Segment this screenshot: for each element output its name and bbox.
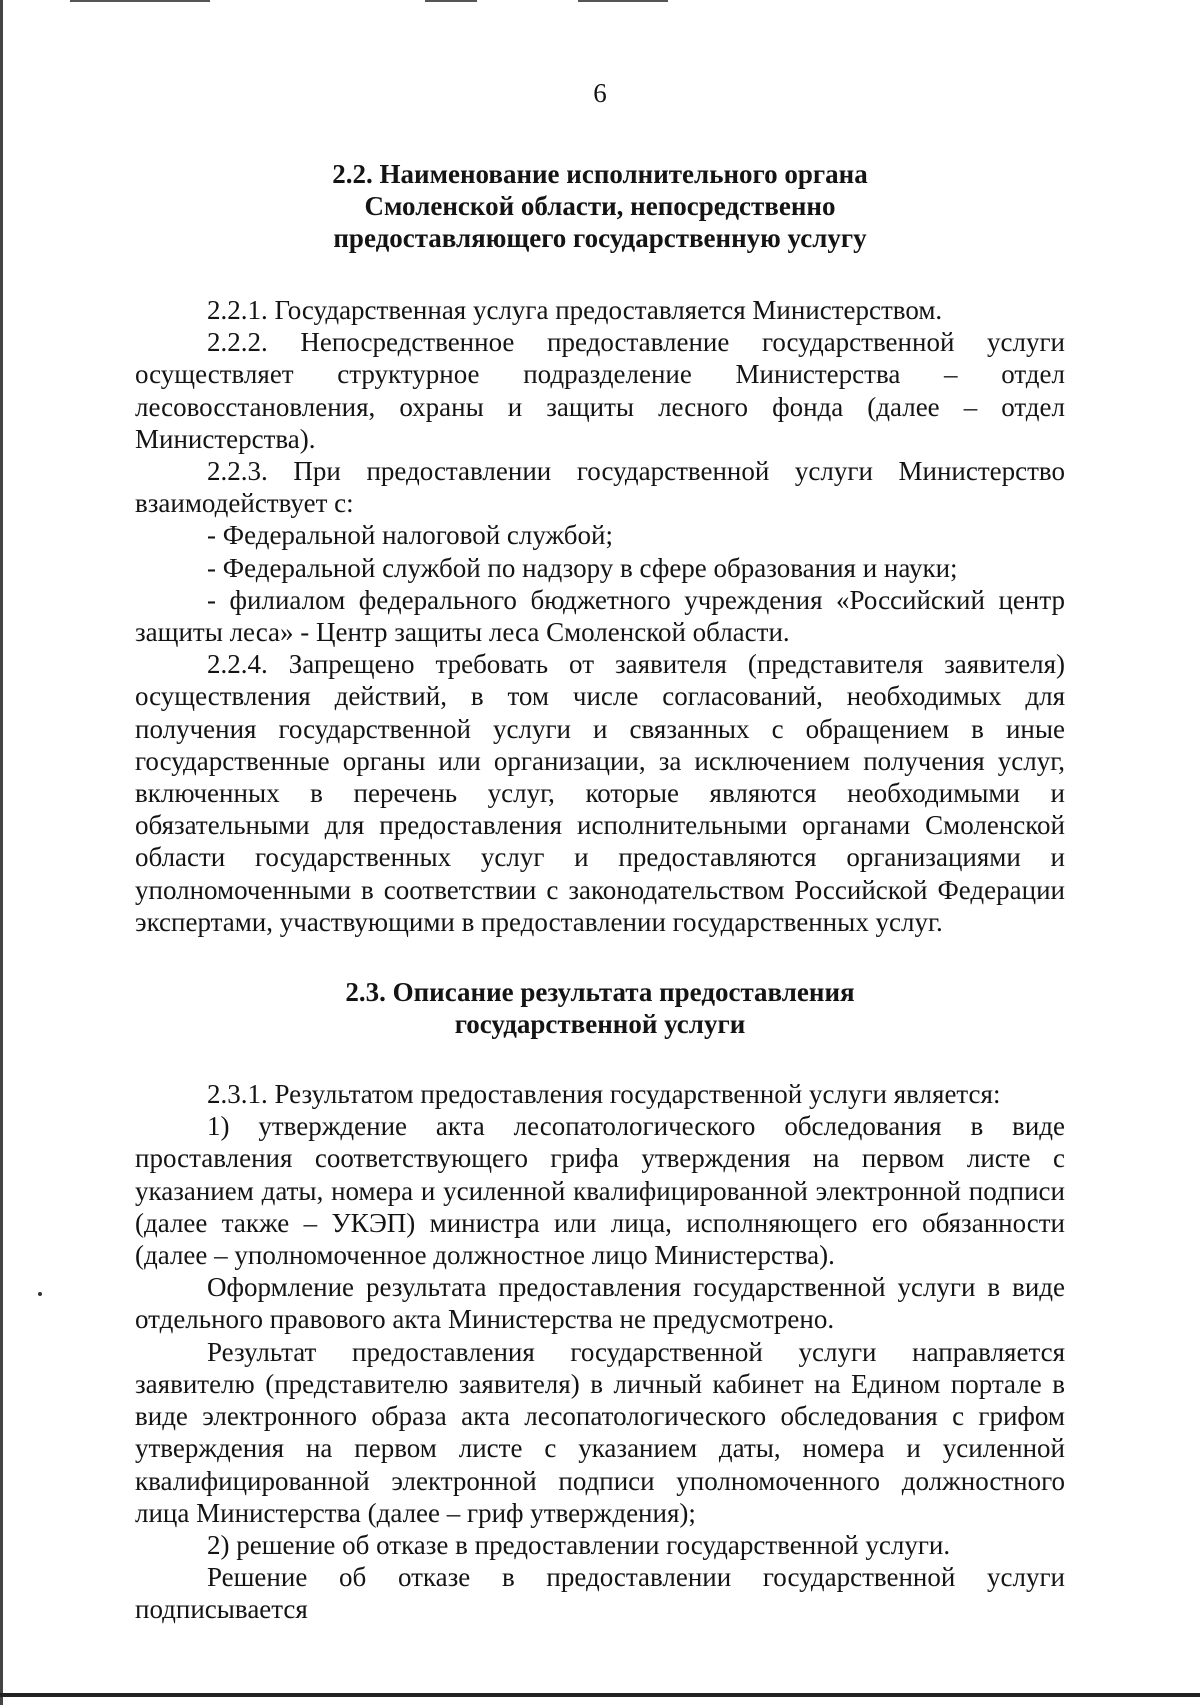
- list-item: - Федеральной налоговой службой;: [207, 520, 613, 551]
- section-2-3-heading: [135, 976, 1065, 1040]
- heading-line: предоставляющего государственную услугу: [333, 223, 867, 253]
- paragraph-2-2-1: 2.2.1. Государственная услуга предоставляется Министерством.: [207, 295, 943, 325]
- scan-bottom-edge: [0, 1693, 1200, 1697]
- heading-line: Смоленской области, непосредственно: [364, 191, 836, 221]
- scan-artifact-line: [425, 0, 477, 2]
- scan-speck: [38, 1292, 42, 1296]
- list-item: - Федеральной службой по надзору в сфере образования и науки;: [207, 552, 958, 583]
- section-2-2-heading: [135, 158, 1065, 254]
- heading-line: государственной услуги: [454, 1009, 746, 1040]
- list-item: - филиалом федерального бюджетного учреждения «Российский центр защиты леса» - Центр защиты леса Смоленской области.: [135, 584, 1065, 648]
- paragraph: Результат предоставления государственной услуги направляется заявителю (представителю заявителя) в личный кабинет на Едином портале в виде электронного образа акта лесопатологического обследования с грифом утверждения на первом листе с указанием даты, номера и усиленной квалифицированной электронной подписи уполномоченного должностного лица Министерства (далее – гриф утверждения);: [135, 1336, 1065, 1528]
- scan-left-edge: [0, 0, 3, 1705]
- heading-line: 2.2. Наименование исполнительного органа: [332, 159, 868, 189]
- scan-artifact-line: [578, 0, 668, 2]
- paragraph-2-2-2: 2.2.2. Непосредственное предоставление государственной услуги осуществляет структурное подразделение Министерства – отдел лесовосстановления, охраны и защиты лесного фонда (далее – отдел Министерства).: [135, 327, 1065, 454]
- paragraph-2-3-1: 2.3.1. Результатом предоставления государственной услуги является:: [207, 1079, 1001, 1110]
- list-item: 1) утверждение акта лесопатологического обследования в виде проставления соответствующего грифа утверждения на первом листе с указанием даты, номера и усиленной квалифицированной электронной подписи (далее также – УКЭП) министра или лица, исполняющего его обязанности (далее – уполномоченное должностное лицо Министерства).: [135, 1111, 1065, 1271]
- document-body: [135, 158, 1065, 1626]
- paragraph-2-2-4: 2.2.4. Запрещено требовать от заявителя (представителя заявителя) осуществления действий, в том числе согласований, необходимых для получения государственной услуги и связанных с обращением в иные государственные органы или организации, за исключением получения услуг, включенных в перечень услуг, которые являются необходимыми и обязательными для предоставления исполнительными органами Смоленской области государственных услуг и предоставляются организациями и уполномоченными в соответствии с законодательством Российской Федерации экспертами, участвующими в предоставлении государственных услуг.: [135, 649, 1065, 937]
- paragraph: Оформление результата предоставления государственной услуги в виде отдельного правового акта Министерства не предусмотрено.: [135, 1272, 1065, 1335]
- heading-line: 2.3. Описание результата предоставления: [345, 977, 855, 1008]
- paragraph: Решение об отказе в предоставлении государственной услуги подписывается: [135, 1562, 1065, 1625]
- page-number: 6: [593, 78, 607, 108]
- paragraph-2-2-3: 2.2.3. При предоставлении государственной услуги Министерство взаимодействует с:: [135, 456, 1065, 519]
- list-item: 2) решение об отказе в предоставлении государственной услуги.: [207, 1529, 951, 1560]
- scan-artifact-line: [70, 0, 210, 2]
